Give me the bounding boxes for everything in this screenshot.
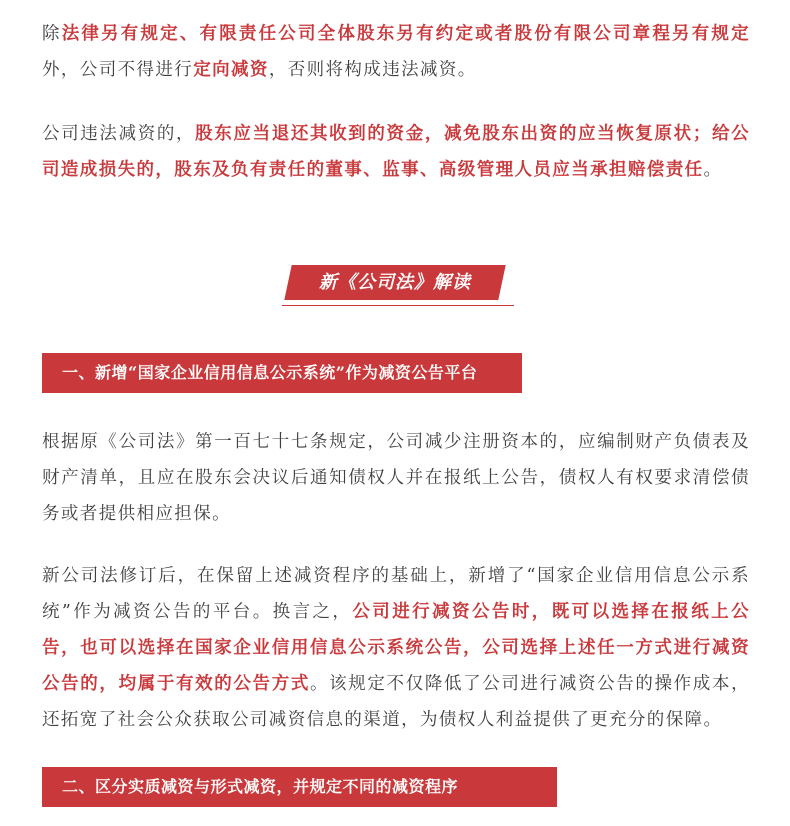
section-heading-2: 二、区分实质减资与形式减资，并规定不同的减资程序: [42, 767, 557, 807]
p4-text-c: 。该规定不仅降低了公司进行减资公告的操作成本，还拓宽了社会公众获取公司减资信息的渠道，为债权人利益提供了更充分的保障。: [42, 674, 750, 730]
paragraph-new-law: [42, 558, 750, 738]
p1-text-a: 除: [42, 24, 62, 44]
p2-text-c: 。: [703, 160, 723, 180]
p4-highlight-announcement: 公司进行减资公告时，既可以选择在报纸上公告，也可以选择在国家企业信用信息公示系统公告，公司选择上述任一方式进行减资公告的，均属于有效的公告方式: [42, 602, 750, 694]
p1-highlight-exceptions: 法律另有规定、有限责任公司全体股东另有约定或者股份有限公司章程另有规定: [61, 24, 751, 44]
p1-text-c: 外，公司不得进行: [42, 60, 194, 80]
section-heading-1: 一、新增“国家企业信用信息公示系统”作为减资公告平台: [42, 353, 522, 393]
banner-title: 新《公司法》解读: [319, 272, 471, 293]
p2-highlight-liability: 股东应当退还其收到的资金，减免股东出资的应当恢复原状；给公司造成损失的，股东及负有责任的董事、监事、高级管理人员应当承担赔偿责任: [42, 124, 750, 180]
p1-highlight-directional: 定向减资: [193, 60, 269, 80]
banner-underline: [282, 305, 514, 306]
p1-text-e: ，否则将构成违法减资。: [268, 60, 477, 80]
p4-text-a: 新公司法修订后，在保留上述减资程序的基础上，新增了“国家企业信用信息公示系统”作为减资公告的平台。换言之，: [42, 566, 750, 622]
paragraph-illegal-reduction: [42, 116, 750, 188]
paragraph-original-law: 根据原《公司法》第一百七十七条规定，公司减少注册资本的，应编制财产负债表及财产清单，且应在股东会决议后通知债权人并在报纸上公告，债权人有权要求清偿债务或者提供相应担保。: [42, 432, 750, 524]
interpretation-banner: [282, 262, 514, 310]
paragraph-directional-reduction: [42, 16, 750, 88]
p2-text-a: 公司违法减资的，: [42, 124, 196, 144]
